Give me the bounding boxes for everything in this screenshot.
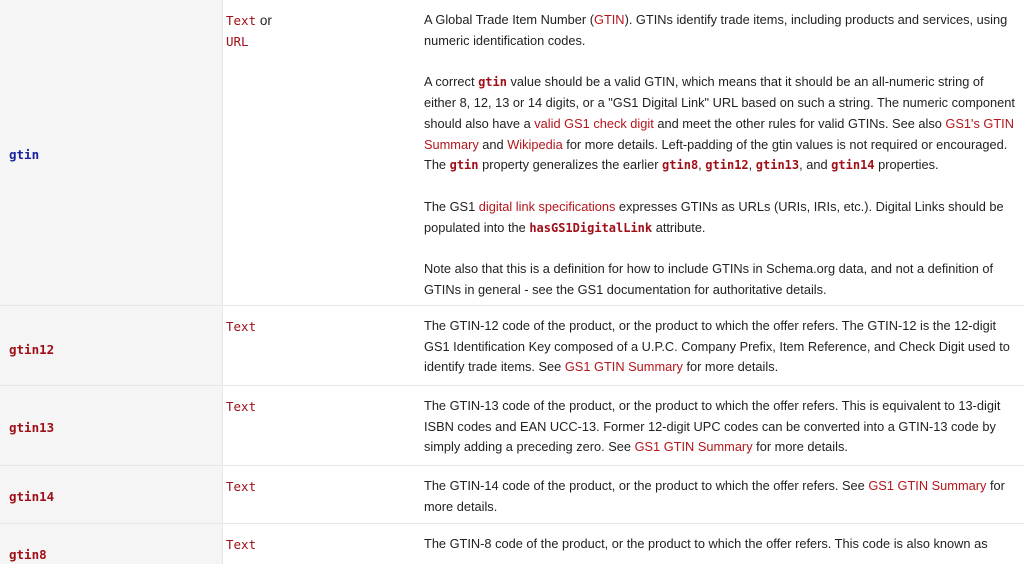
gs1-gtin-summary-link[interactable]: GS1 GTIN Summary [634, 439, 753, 455]
description-paragraph: The GS1 digital link specifications expresses GTINs as URLs (URIs, IRIs, etc.). Digital Links should be populated into the hasGS1DigitalLink attribute. [424, 198, 1004, 235]
property-cell [0, 306, 223, 386]
description-paragraph: A correct gtin value should be a valid GTIN, which means that it should be an all-numeric string of either 8, 12, 13 or 14 digits, or a "GS1 Digital Link" URL based on such a string. The numeric component should also have a valid GS1 check digit and meet the other rules for valid GTINs. See also GS1's GTIN Summary and Wikipedia for more details. Left-padding of the gtin values is not required or encouraged. The gtin property generalizes the earlier gtin8, gtin12, gtin13, and gtin14 properties. [424, 74, 1015, 173]
table-row [0, 385, 1024, 466]
property-cell [0, 466, 223, 524]
gtin-link[interactable]: GTIN [593, 12, 625, 27]
description-cell: The GTIN-14 code of the product, or the product to which the offer refers. See GS1 GTIN Summary for more details. [424, 478, 1005, 514]
type-link-text[interactable]: Text [226, 319, 257, 334]
wikipedia-link[interactable]: Wikipedia [507, 136, 563, 152]
description-cell [424, 10, 1016, 301]
type-link-url[interactable]: URL [226, 34, 249, 49]
type-link-text[interactable]: Text [226, 479, 257, 494]
expected-type-cell [226, 316, 406, 337]
gtin8-code-link[interactable]: gtin8 [662, 158, 699, 173]
property-name-gtin8[interactable]: gtin8 [9, 547, 47, 562]
table-row [0, 523, 1024, 564]
gtin13-code-link[interactable]: gtin13 [755, 158, 800, 173]
property-cell [0, 524, 223, 564]
gs1-gtin-summary-link[interactable]: GS1's GTIN Summary [424, 115, 1014, 152]
expected-type-cell [226, 396, 406, 417]
description-cell: The GTIN-8 code of the product, or the product to which the offer refers. This code is also known as [424, 536, 988, 551]
gs1-gtin-summary-link[interactable]: GS1 GTIN Summary [868, 478, 987, 493]
type-link-text[interactable]: Text [226, 537, 257, 552]
property-cell [0, 0, 223, 306]
property-name-gtin14[interactable]: gtin14 [9, 489, 55, 504]
expected-type-cell [226, 534, 406, 555]
property-name-gtin12[interactable]: gtin12 [9, 342, 55, 357]
gtin14-code-link[interactable]: gtin14 [831, 158, 875, 173]
table-row [0, 465, 1024, 524]
description-paragraph: Note also that this is a definition for how to include GTINs in Schema.org data, and not a definition of GTINs in general - see the GS1 documentation for authoritative details. [424, 261, 994, 298]
gtin12-code-link[interactable]: gtin12 [705, 158, 749, 173]
description-paragraph: A Global Trade Item Number (GTIN). GTINs identify trade items, including products and services, using numeric identification codes. [424, 12, 1008, 48]
expected-type-cell [226, 476, 406, 497]
description-cell: The GTIN-12 code of the product, or the product to which the offer refers. The GTIN-12 is the 12-digit GS1 Identification Key composed of a U.P.C. Company Prefix, Item Reference, and Check Digit used to identify trade items. See GS1 GTIN Summary for more details. [424, 318, 1010, 375]
gs1-gtin-summary-link[interactable]: GS1 GTIN Summary [564, 359, 683, 375]
description-cell: The GTIN-13 code of the product, or the product to which the offer refers. This is equivalent to 13-digit ISBN codes and EAN UCC-13. Former 12-digit UPC codes can be converted into a GTIN-13 code by simply adding a preceding zero. See GS1 GTIN Summary for more details. [424, 398, 1001, 455]
type-or-label: or [259, 13, 272, 28]
property-cell [0, 386, 223, 466]
digital-link-spec-link[interactable]: digital link specifications [478, 198, 616, 214]
expected-type-cell [226, 10, 406, 52]
table-row [0, 305, 1024, 386]
has-gs1-digital-link-link[interactable]: hasGS1DigitalLink [529, 220, 653, 235]
code-gtin: gtin [478, 75, 507, 90]
code-gtin: gtin [449, 158, 479, 173]
type-link-text[interactable]: Text [226, 13, 257, 28]
check-digit-link[interactable]: valid GS1 check digit [534, 115, 654, 131]
property-name-gtin[interactable]: gtin [9, 147, 40, 162]
property-name-gtin13[interactable]: gtin13 [9, 420, 55, 435]
type-link-text[interactable]: Text [226, 399, 257, 414]
